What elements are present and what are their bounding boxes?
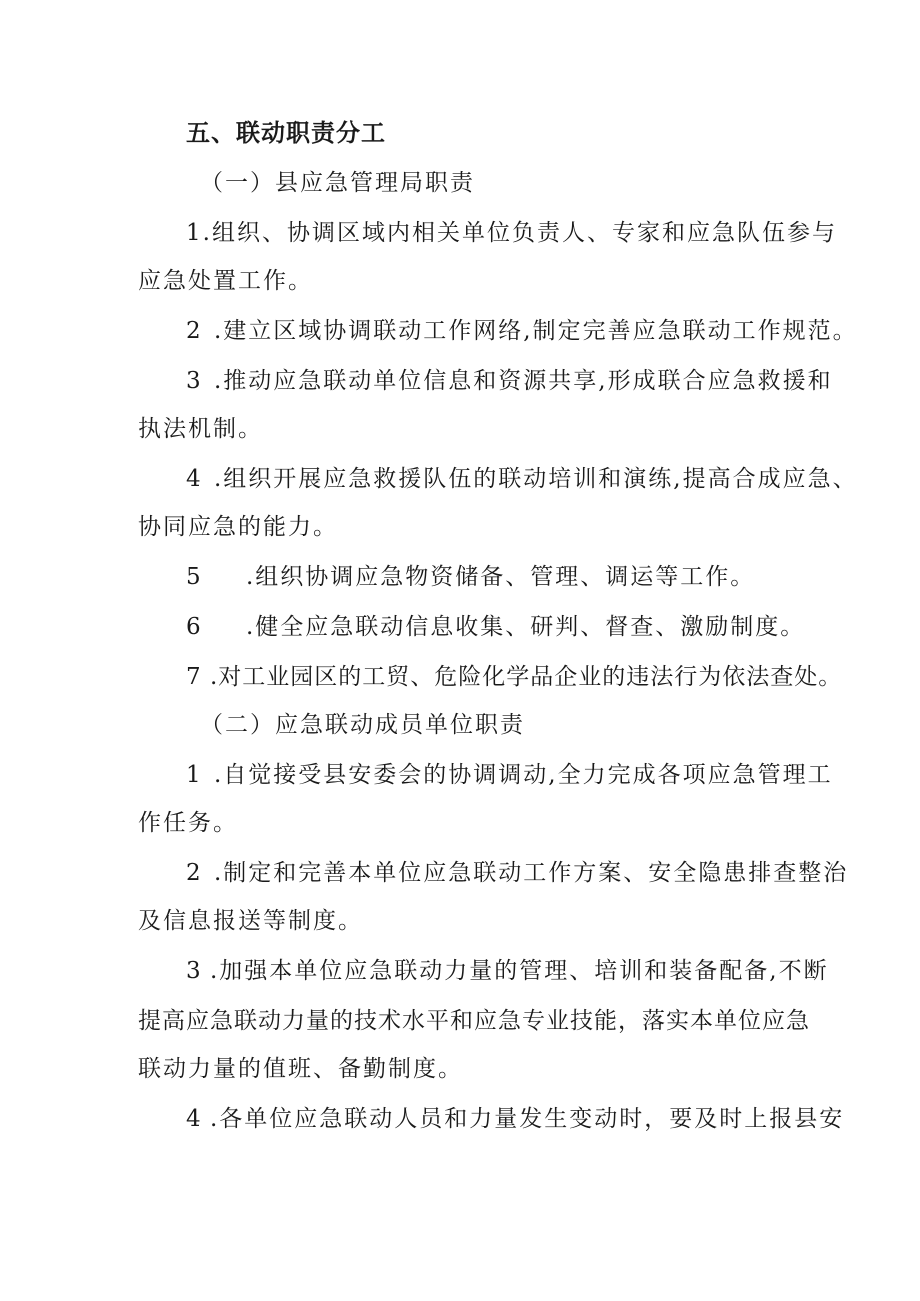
list-item-1-1 (186, 218, 920, 248)
item-text: .组织协调应急物资储备、管理、调运等工作。 (246, 564, 756, 590)
item-number: 3 (186, 958, 203, 984)
item-number: 2 (186, 860, 203, 886)
item-number: 6 (186, 614, 203, 640)
item-text: .对工业园区的工贸、危险化学品企业的违法行为依法查处。 (210, 664, 843, 690)
list-item-2-2-cont: 及信息报送等制度。 (138, 908, 363, 934)
list-item-1-4 (186, 464, 920, 494)
item-number: 7 (186, 664, 202, 690)
section-title: 五、联动职责分工 (186, 119, 386, 147)
item-text: .加强本单位应急联动力量的管理、培训和装备配备,不断 (210, 958, 829, 984)
item-text: .自觉接受县安委会的协调调动,全力完成各项应急管理工 (214, 762, 833, 788)
list-item-1-3-cont: 执法机制。 (138, 416, 263, 442)
list-item-1-4-cont: 协同应急的能力。 (138, 514, 338, 540)
list-item-2-1-cont: 作任务。 (138, 810, 238, 836)
list-item-2-3-cont: 提高应急联动力量的技术水平和应急专业技能，落实本单位应急 (138, 1008, 810, 1034)
list-item-2-4 (186, 1104, 920, 1134)
subsection-title-2: （二）应急联动成员单位职责 (200, 712, 525, 738)
list-item-2-3-cont2: 联动力量的值班、备勤制度。 (138, 1056, 463, 1082)
item-number: 5 (186, 564, 203, 590)
item-text: .组织开展应急救援队伍的联动培训和演练,提高合成应急、 (214, 466, 858, 492)
list-item-2-3 (186, 956, 920, 986)
item-number: 1 (186, 762, 203, 788)
item-number: 2 (186, 318, 203, 344)
item-number: 4 (186, 466, 203, 492)
item-text: .各单位应急联动人员和力量发生变动时，要及时上报县安 (210, 1106, 845, 1132)
item-number: 4 (186, 1106, 203, 1132)
item-text: .制定和完善本单位应急联动工作方案、安全隐患排查整治 (214, 860, 849, 886)
subsection-title-1: （一）县应急管理局职责 (200, 170, 475, 196)
item-text: .健全应急联动信息收集、研判、督查、激励制度。 (246, 614, 806, 640)
item-number: 1. (186, 220, 212, 246)
list-item-1-5 (186, 562, 920, 592)
item-text: .建立区域协调联动工作网络,制定完善应急联动工作规范。 (214, 318, 858, 344)
list-item-1-2 (186, 316, 920, 346)
list-item-1-1-cont: 应急处置工作。 (138, 268, 313, 294)
list-item-1-6 (186, 612, 920, 642)
item-number: 3 (186, 368, 203, 394)
list-item-1-7 (186, 662, 920, 692)
list-item-2-1 (186, 760, 920, 790)
list-item-1-3 (186, 366, 920, 396)
list-item-2-2 (186, 858, 920, 888)
item-text: .推动应急联动单位信息和资源共享,形成联合应急救援和 (214, 368, 833, 394)
item-text: 组织、协调区域内相关单位负责人、专家和应急队伍参与 (211, 220, 837, 246)
